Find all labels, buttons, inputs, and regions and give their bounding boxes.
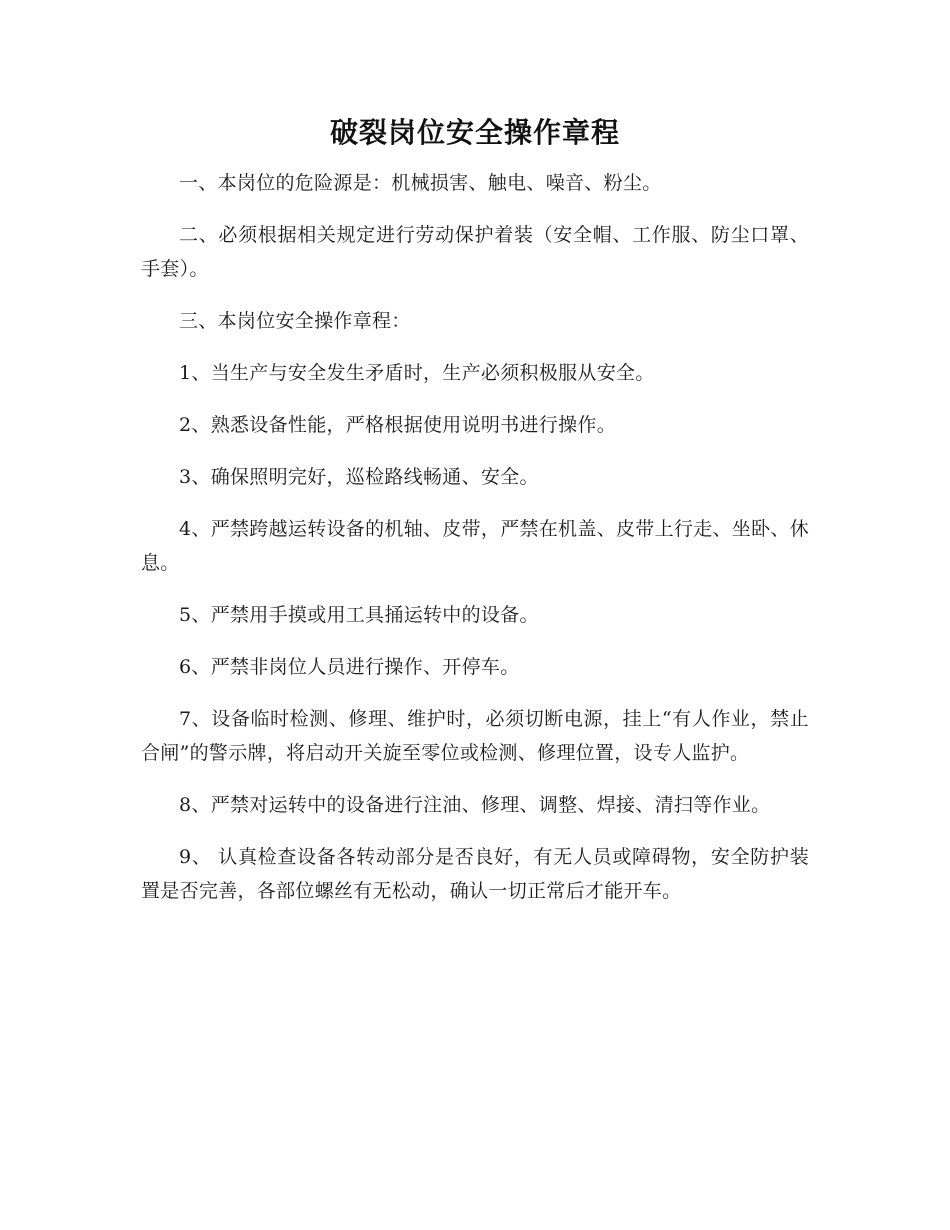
paragraph-operating-rules-heading: 三、本岗位安全操作章程：: [179, 310, 411, 332]
paragraph-rule-5: 5、严禁用手摸或用工具捅运转中的设备。: [179, 604, 539, 626]
document-title: 破裂岗位安全操作章程: [329, 116, 620, 149]
paragraph-rule-9: 9、 认真检查设备各转动部分是否良好，有无人员或障碍物，安全防护装置是否完善，各部位螺丝有无松动，确认一切正常后才能开车。: [141, 846, 809, 902]
paragraph-rule-1: 1、当生产与安全发生矛盾时，生产必须积极服从安全。: [179, 362, 655, 384]
paragraph-rule-7: 7、设备临时检测、修理、维护时，必须切断电源，挂上“有人作业，禁止合闸”的警示牌，将启动开关旋至零位或检测、修理位置，设专人监护。: [141, 708, 809, 764]
paragraph-protective-clothing: 二、必须根据相关规定进行劳动保护着装（安全帽、工作服、防尘口罩、手套）。: [141, 224, 809, 280]
paragraph-rule-4: 4、严禁跨越运转设备的机轴、皮带，严禁在机盖、皮带上行走、坐卧、休息。: [141, 518, 809, 574]
paragraph-rule-6: 6、严禁非岗位人员进行操作、开停车。: [179, 656, 520, 678]
document-body: [141, 166, 809, 926]
paragraph-rule-8: 8、严禁对运转中的设备进行注油、修理、调整、焊接、清扫等作业。: [179, 794, 771, 816]
paragraph-rule-3: 3、确保照明完好，巡检路线畅通、安全。: [179, 466, 539, 488]
paragraph-hazards: 一、本岗位的危险源是：机械损害、触电、噪音、粉尘。: [179, 172, 662, 194]
paragraph-rule-2: 2、熟悉设备性能，严格根据使用说明书进行操作。: [179, 414, 616, 436]
